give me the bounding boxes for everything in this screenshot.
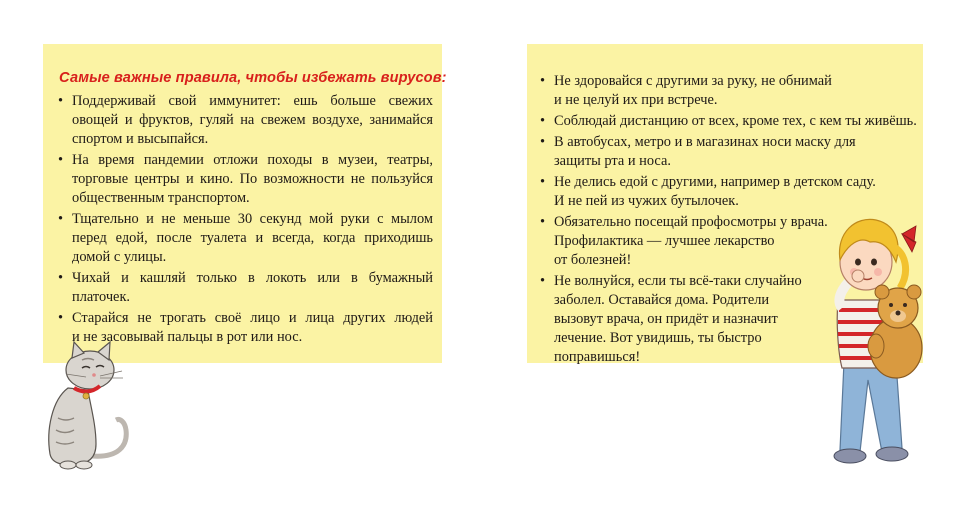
grey-cat-illustration: [30, 338, 140, 473]
rule-item: [57, 269, 433, 307]
rule-line: защиты рта и носа.: [554, 153, 671, 169]
rule-item: [539, 72, 917, 110]
rule-line: платочек.: [72, 289, 131, 305]
rule-line: • Поддерживай свой иммунитет: ешь больше свежих: [72, 93, 433, 109]
rule-line: общественным транспортом.: [72, 190, 250, 206]
rule-line: и не целуй их при встрече.: [554, 92, 718, 108]
rule-line: • На время пандемии отложи походы в музеи, театры,: [72, 152, 433, 168]
rule-line: • Тщательно и не меньше 30 секунд мой руки с мылом: [72, 211, 433, 227]
rule-line: • Старайся не трогать своё лицо и лица других людей: [72, 310, 433, 326]
rule-line: от болезней!: [554, 252, 632, 268]
rules-list-left: [57, 92, 433, 349]
rule-item: [57, 92, 433, 149]
rule-item: [539, 112, 917, 131]
rule-line: • В автобусах, метро и в магазинах носи маску для: [554, 134, 856, 150]
rule-line: домой с улицы.: [72, 249, 167, 265]
rule-line: лечение. Вот увидишь, ты быстро: [554, 330, 762, 346]
rule-item: [57, 151, 433, 208]
rule-line: • Чихай и кашляй только в локоть или в бумажный: [72, 270, 433, 286]
rule-item: [539, 173, 917, 211]
rule-line: • Соблюдай дистанцию от всех, кроме тех, с кем ты живёшь.: [554, 113, 917, 129]
rule-line: • Не делись едой с другими, например в детском саду.: [554, 174, 876, 190]
rule-line: • Не здоровайся с другими за руку, не обнимай: [554, 73, 832, 89]
rules-heading: Самые важные правила, чтобы избежать вирусов:: [59, 70, 447, 86]
rule-item: [539, 133, 917, 171]
rule-line: • Не волнуйся, если ты всё-таки случайно: [554, 273, 802, 289]
rule-line: перед едой, после туалета и всегда, когда приходишь: [72, 230, 433, 246]
rule-line: спортом и высыпайся.: [72, 131, 209, 147]
rule-line: • Обязательно посещай профосмотры у врача.: [554, 214, 828, 230]
rule-line: вызовут врача, он придёт и назначит: [554, 311, 778, 327]
left-rules-panel: [43, 44, 447, 363]
rule-line: торговые центры и кино. По возможности не пользуйся: [72, 171, 433, 187]
girl-with-teddy-bear-illustration: [826, 212, 956, 472]
rule-line: Профилактика — лучшее лекарство: [554, 233, 775, 249]
rule-line: И не пей из чужих бутылочек.: [554, 193, 739, 209]
rule-line: овощей и фруктов, гуляй на свежем воздухе, занимайся: [72, 112, 433, 128]
rule-item: [57, 210, 433, 267]
rule-line: поправишься!: [554, 349, 641, 365]
rule-line: заболел. Оставайся дома. Родители: [554, 292, 770, 308]
rule-line: и не засовывай пальцы в рот или нос.: [72, 329, 303, 345]
